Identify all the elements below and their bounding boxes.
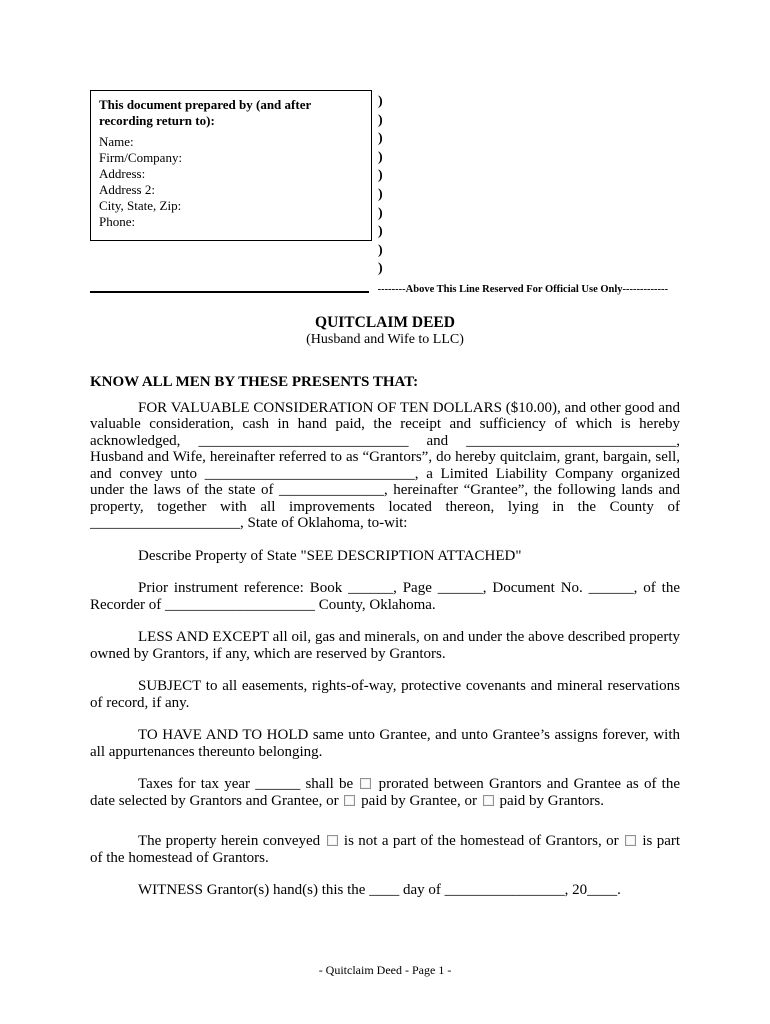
checkbox-not-homestead[interactable]: [327, 835, 338, 846]
page-footer: - Quitclaim Deed - Page 1 -: [318, 963, 452, 977]
paren-glyph: ): [378, 224, 383, 240]
homestead-text-3: is part of the homestead of Grantors.: [90, 833, 681, 866]
field-label-phone: Phone:: [99, 214, 136, 229]
official-use-separator-line: [90, 291, 369, 293]
homestead-text-2: is not a part of the homestead of Grantors, or: [339, 833, 623, 850]
paren-glyph: ): [378, 168, 383, 184]
document-content: [90, 90, 680, 899]
paragraph-to-have-and-hold: TO HAVE AND TO HOLD same unto Grantee, and unto Grantee’s assigns forever, with all appurtenances thereunto belonging.: [90, 727, 680, 760]
document-subtitle: (Husband and Wife to LLC): [306, 331, 464, 347]
recording-header: [90, 90, 680, 279]
field-label-name: Name:: [99, 134, 134, 149]
paren-glyph: ): [378, 186, 383, 202]
paragraph-witness: WITNESS Grantor(s) hand(s) this the ____ day of ________________, 20____.: [138, 882, 621, 899]
field-label-address: Address:: [99, 166, 146, 181]
paragraph-homestead: [90, 833, 680, 866]
paragraph-describe-property: Describe Property of State "SEE DESCRIPTION ATTACHED": [138, 547, 522, 564]
field-label-firm-company: Firm/Company:: [99, 150, 183, 165]
paren-glyph: ): [378, 242, 383, 258]
checkbox-is-homestead[interactable]: [625, 835, 636, 846]
paren-glyph: ): [378, 94, 383, 109]
paragraph-prior-instrument: Prior instrument reference: Book ______, Page ______, Document No. ______, of the Recorder of ____________________ County, Oklahoma.: [90, 580, 680, 613]
taxes-text-1: Taxes for tax year ______ shall be: [138, 776, 359, 793]
homestead-text-1: The property herein conveyed: [138, 833, 325, 850]
checkbox-paid-by-grantors[interactable]: [483, 795, 494, 806]
taxes-text-2: prorated between Grantors and Grantee as of the date selected by Grantors and Grantee, or: [90, 776, 681, 809]
paragraph-subject-to: SUBJECT to all easements, rights-of-way, protective covenants and mineral reservations of record, if any.: [90, 678, 680, 711]
paragraph-consideration: FOR VALUABLE CONSIDERATION OF TEN DOLLARS ($10.00), and other good and valuable consideration, cash in hand paid, the receipt and sufficiency of which is hereby acknowledged, ____________________________ and ____________________________, Husband and Wife, hereinafter referred to as “Grantors”, do hereby quitclaim, grant, bargain, sell, and convey unto ____________________________, a Limited Liability Company organized under the laws of the state of ______________, hereinafter “Grantee”, the following lands and property, together with all improvements located thereon, lying in the County of ____________________, State of Oklahoma, to-wit:: [90, 399, 680, 532]
checkbox-prorated[interactable]: [360, 778, 371, 789]
paren-glyph: ): [378, 112, 383, 128]
field-label-city-state-zip: City, State, Zip:: [99, 198, 182, 213]
paren-glyph: ): [378, 149, 383, 165]
paren-glyph: ): [378, 205, 383, 221]
document-title: QUITCLAIM DEED: [315, 313, 455, 331]
official-use-label: --------Above This Line Reserved For Official Use Only-------------: [377, 283, 668, 295]
prepared-by-heading: This document prepared by (and after recording return to):: [99, 97, 311, 128]
taxes-text-3: paid by Grantee, or: [357, 792, 481, 809]
taxes-text-4: paid by Grantors.: [495, 792, 605, 809]
prepared-by-box: [90, 90, 372, 241]
paragraph-taxes: [90, 776, 680, 809]
field-label-address2: Address 2:: [99, 182, 155, 197]
paren-glyph: ): [378, 131, 383, 147]
presents-heading: KNOW ALL MEN BY THESE PRESENTS THAT:: [90, 373, 419, 390]
paragraph-less-and-except: LESS AND EXCEPT all oil, gas and minerals, on and under the above described property owned by Grantors, if any, which are reserved by Grantors.: [90, 629, 680, 662]
checkbox-paid-by-grantee[interactable]: [344, 795, 355, 806]
recording-stamp-parens: [378, 90, 383, 279]
paren-glyph: ): [378, 261, 383, 277]
official-use-separator: [90, 283, 680, 296]
